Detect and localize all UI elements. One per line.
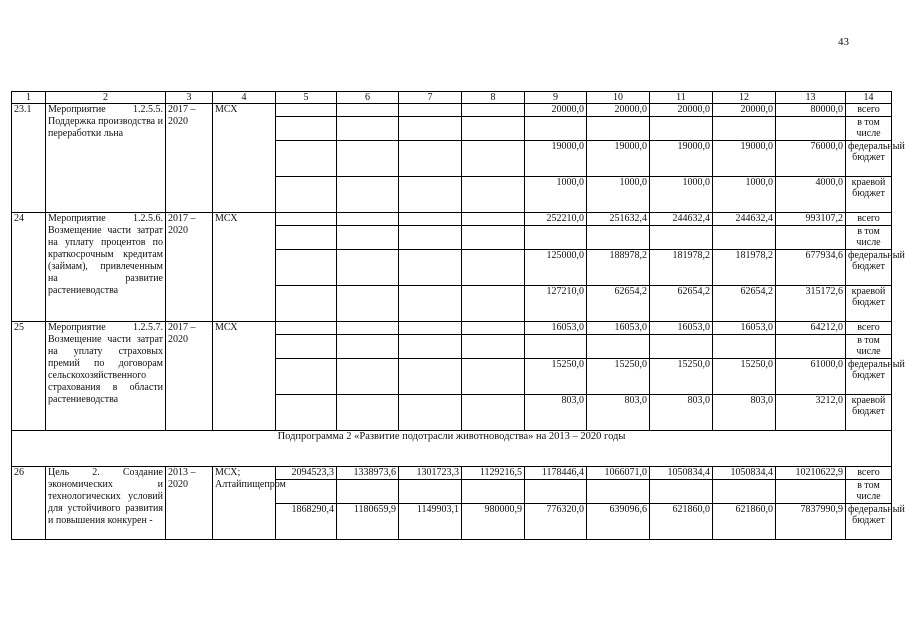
- col-number: 4: [213, 92, 276, 104]
- amount-cell: 1149903,1: [399, 504, 462, 540]
- executor: МСХ: [213, 104, 276, 213]
- amount-cell: [276, 141, 337, 177]
- subprogram-title: Подпрограмма 2 «Развитие подотрасли животноводства» на 2013 – 2020 годы: [12, 431, 892, 467]
- amount-cell: [525, 480, 587, 504]
- amount-cell: [276, 286, 337, 322]
- amount-cell: [337, 177, 399, 213]
- amount-cell: 16053,0: [713, 322, 776, 335]
- amount-cell: [337, 117, 399, 141]
- amount-cell: 10210622,9: [776, 467, 846, 480]
- amount-cell: 776320,0: [525, 504, 587, 540]
- funding-source: в том числе: [846, 117, 892, 141]
- amount-cell: [462, 226, 525, 250]
- amount-cell: [713, 226, 776, 250]
- funding-source: краевой бюджет: [846, 177, 892, 213]
- amount-cell: [650, 226, 713, 250]
- amount-cell: [650, 335, 713, 359]
- amount-cell: 1338973,6: [337, 467, 399, 480]
- amount-cell: 639096,6: [587, 504, 650, 540]
- amount-cell: [587, 480, 650, 504]
- amount-cell: 62654,2: [650, 286, 713, 322]
- amount-cell: [525, 117, 587, 141]
- amount-cell: 803,0: [587, 395, 650, 431]
- amount-cell: [399, 104, 462, 117]
- amount-cell: 20000,0: [650, 104, 713, 117]
- amount-cell: [713, 335, 776, 359]
- implementation-period: 2017 – 2020: [166, 213, 213, 322]
- amount-cell: 315172,6: [776, 286, 846, 322]
- amount-cell: [462, 335, 525, 359]
- amount-cell: 20000,0: [525, 104, 587, 117]
- measure-description: Цель 2. Создание экономических и технологических условий для устойчивого развития и повышения конкурен -: [46, 467, 166, 540]
- amount-cell: [399, 250, 462, 286]
- measure-row: [12, 322, 892, 335]
- amount-cell: [650, 117, 713, 141]
- amount-cell: 7837990,9: [776, 504, 846, 540]
- amount-cell: 1066071,0: [587, 467, 650, 480]
- col-number: 11: [650, 92, 713, 104]
- amount-cell: 20000,0: [713, 104, 776, 117]
- funding-source: краевой бюджет: [846, 395, 892, 431]
- amount-cell: [399, 322, 462, 335]
- amount-cell: [399, 286, 462, 322]
- amount-cell: 19000,0: [587, 141, 650, 177]
- amount-cell: [399, 177, 462, 213]
- col-number: 3: [166, 92, 213, 104]
- amount-cell: [276, 104, 337, 117]
- amount-cell: 2094523,3: [276, 467, 337, 480]
- amount-cell: [337, 322, 399, 335]
- amount-cell: [650, 480, 713, 504]
- amount-cell: [587, 335, 650, 359]
- amount-cell: 993107,2: [776, 213, 846, 226]
- col-number: 9: [525, 92, 587, 104]
- amount-cell: 15250,0: [525, 359, 587, 395]
- funding-source: всего: [846, 213, 892, 226]
- amount-cell: 188978,2: [587, 250, 650, 286]
- amount-cell: [276, 359, 337, 395]
- amount-cell: [776, 480, 846, 504]
- amount-cell: 1050834,4: [713, 467, 776, 480]
- executor: МСХ: [213, 213, 276, 322]
- amount-cell: 4000,0: [776, 177, 846, 213]
- col-number: 1: [12, 92, 46, 104]
- amount-cell: [713, 117, 776, 141]
- amount-cell: [399, 213, 462, 226]
- col-number: 5: [276, 92, 337, 104]
- amount-cell: 19000,0: [650, 141, 713, 177]
- amount-cell: [462, 480, 525, 504]
- amount-cell: [399, 117, 462, 141]
- item-number: 24: [12, 213, 46, 322]
- page-number: 43: [838, 36, 849, 48]
- amount-cell: 62654,2: [587, 286, 650, 322]
- amount-cell: 125000,0: [525, 250, 587, 286]
- amount-cell: [776, 226, 846, 250]
- amount-cell: [587, 117, 650, 141]
- item-number: 26: [12, 467, 46, 540]
- subprogram-row: [12, 431, 892, 467]
- amount-cell: 181978,2: [650, 250, 713, 286]
- col-number: 2: [46, 92, 166, 104]
- amount-cell: [337, 226, 399, 250]
- amount-cell: 252210,0: [525, 213, 587, 226]
- amount-cell: 15250,0: [587, 359, 650, 395]
- amount-cell: [462, 117, 525, 141]
- executor: МСХ; Алтайпищепром: [213, 467, 276, 540]
- funding-source: федеральный бюджет: [846, 250, 892, 286]
- amount-cell: 1178446,4: [525, 467, 587, 480]
- amount-cell: 251632,4: [587, 213, 650, 226]
- program-finance-table: [11, 91, 905, 540]
- amount-cell: [337, 213, 399, 226]
- funding-source: всего: [846, 322, 892, 335]
- amount-cell: 16053,0: [650, 322, 713, 335]
- col-number: 6: [337, 92, 399, 104]
- amount-cell: 803,0: [525, 395, 587, 431]
- amount-cell: 244632,4: [713, 213, 776, 226]
- amount-cell: [399, 359, 462, 395]
- funding-source: в том числе: [846, 335, 892, 359]
- amount-cell: [587, 226, 650, 250]
- amount-cell: [337, 335, 399, 359]
- col-number: 8: [462, 92, 525, 104]
- amount-cell: 621860,0: [650, 504, 713, 540]
- measure-description: Мероприятие 1.2.5.5. Поддержка производства и переработки льна: [46, 104, 166, 213]
- executor: МСХ: [213, 322, 276, 431]
- amount-cell: 19000,0: [525, 141, 587, 177]
- amount-cell: [525, 335, 587, 359]
- funding-source: федеральный бюджет: [846, 141, 892, 177]
- measure-row: [12, 104, 892, 117]
- amount-cell: 621860,0: [713, 504, 776, 540]
- amount-cell: [462, 104, 525, 117]
- amount-cell: 64212,0: [776, 322, 846, 335]
- amount-cell: 3212,0: [776, 395, 846, 431]
- amount-cell: 80000,0: [776, 104, 846, 117]
- amount-cell: 1301723,3: [399, 467, 462, 480]
- amount-cell: 76000,0: [776, 141, 846, 177]
- measure-description: Мероприятие 1.2.5.7. Возмещение части затрат на уплату страховых премий по договорам сельскохозяйственного страхования в области растениеводства: [46, 322, 166, 431]
- amount-cell: 803,0: [713, 395, 776, 431]
- amount-cell: [776, 117, 846, 141]
- amount-cell: [776, 335, 846, 359]
- amount-cell: 1000,0: [525, 177, 587, 213]
- amount-cell: 15250,0: [650, 359, 713, 395]
- amount-cell: 16053,0: [525, 322, 587, 335]
- amount-cell: 1129216,5: [462, 467, 525, 480]
- amount-cell: [462, 250, 525, 286]
- implementation-period: 2017 – 2020: [166, 322, 213, 431]
- amount-cell: [276, 335, 337, 359]
- amount-cell: [462, 177, 525, 213]
- amount-cell: 1000,0: [713, 177, 776, 213]
- amount-cell: [462, 395, 525, 431]
- amount-cell: 62654,2: [713, 286, 776, 322]
- amount-cell: [713, 480, 776, 504]
- amount-cell: 181978,2: [713, 250, 776, 286]
- column-number-row: [12, 92, 892, 104]
- implementation-period: 2013 – 2020: [166, 467, 213, 540]
- amount-cell: [462, 213, 525, 226]
- amount-cell: 20000,0: [587, 104, 650, 117]
- amount-cell: [276, 177, 337, 213]
- funding-source: федеральный бюджет: [846, 504, 892, 540]
- amount-cell: 1000,0: [587, 177, 650, 213]
- amount-cell: [399, 141, 462, 177]
- amount-cell: 15250,0: [713, 359, 776, 395]
- amount-cell: 61000,0: [776, 359, 846, 395]
- amount-cell: [525, 226, 587, 250]
- col-number: 12: [713, 92, 776, 104]
- amount-cell: [276, 117, 337, 141]
- funding-source: всего: [846, 104, 892, 117]
- item-number: 25: [12, 322, 46, 431]
- amount-cell: [337, 141, 399, 177]
- amount-cell: [276, 226, 337, 250]
- item-number: 23.1: [12, 104, 46, 213]
- amount-cell: [337, 286, 399, 322]
- amount-cell: 1180659,9: [337, 504, 399, 540]
- amount-cell: 127210,0: [525, 286, 587, 322]
- amount-cell: [276, 395, 337, 431]
- col-number: 10: [587, 92, 650, 104]
- amount-cell: [337, 395, 399, 431]
- amount-cell: 980000,9: [462, 504, 525, 540]
- amount-cell: 803,0: [650, 395, 713, 431]
- amount-cell: [337, 104, 399, 117]
- amount-cell: 244632,4: [650, 213, 713, 226]
- amount-cell: [276, 322, 337, 335]
- funding-source: в том числе: [846, 480, 892, 504]
- amount-cell: [337, 480, 399, 504]
- implementation-period: 2017 – 2020: [166, 104, 213, 213]
- goal-row: [12, 467, 892, 480]
- col-number: 7: [399, 92, 462, 104]
- amount-cell: [462, 141, 525, 177]
- amount-cell: 16053,0: [587, 322, 650, 335]
- amount-cell: 1868290,4: [276, 504, 337, 540]
- amount-cell: [399, 335, 462, 359]
- funding-source: в том числе: [846, 226, 892, 250]
- amount-cell: [399, 226, 462, 250]
- amount-cell: 1050834,4: [650, 467, 713, 480]
- amount-cell: [399, 480, 462, 504]
- funding-source: федеральный бюджет: [846, 359, 892, 395]
- amount-cell: [462, 359, 525, 395]
- amount-cell: [462, 322, 525, 335]
- amount-cell: [337, 359, 399, 395]
- funding-source: всего: [846, 467, 892, 480]
- amount-cell: [462, 286, 525, 322]
- amount-cell: [276, 213, 337, 226]
- amount-cell: 1000,0: [650, 177, 713, 213]
- amount-cell: 19000,0: [713, 141, 776, 177]
- measure-description: Мероприятие 1.2.5.6. Возмещение части затрат на уплату процентов по краткосрочным кредитам (займам), привлеченным на развитие растениеводства: [46, 213, 166, 322]
- amount-cell: [399, 395, 462, 431]
- amount-cell: 677934,6: [776, 250, 846, 286]
- funding-source: краевой бюджет: [846, 286, 892, 322]
- amount-cell: [337, 250, 399, 286]
- col-number: 13: [776, 92, 846, 104]
- measure-row: [12, 213, 892, 226]
- amount-cell: [276, 250, 337, 286]
- col-number: 14: [846, 92, 892, 104]
